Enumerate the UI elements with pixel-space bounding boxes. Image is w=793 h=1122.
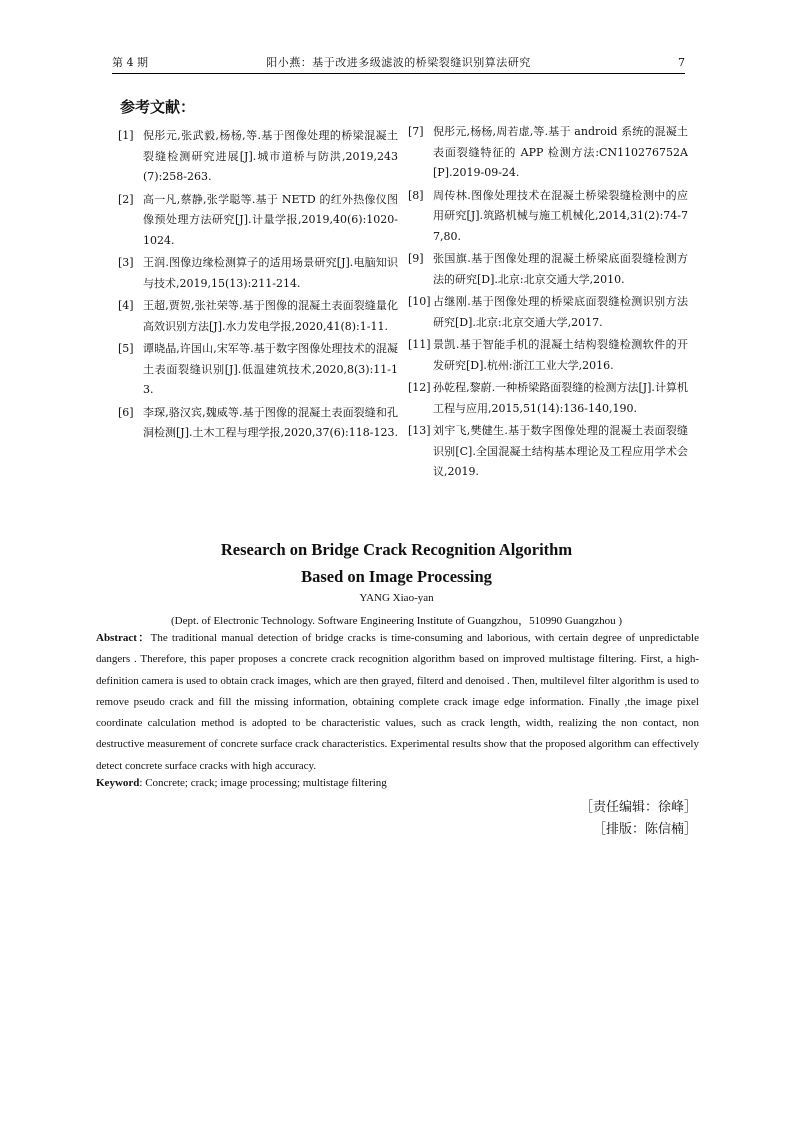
english-title-line2: Based on Image Processing — [301, 567, 492, 586]
reference-text: 周传林.图像处理技术在混凝土桥梁裂缝检测中的应用研究[J].筑路机械与施工机械化,2014,31(2):74-77,80. — [433, 188, 688, 243]
reference-number: [3] — [118, 256, 134, 269]
reference-item — [408, 122, 688, 184]
reference-item — [118, 403, 398, 444]
reference-item — [118, 190, 398, 252]
reference-number: [6] — [118, 405, 134, 419]
reference-number: [4] — [118, 299, 134, 312]
reference-item — [408, 378, 688, 419]
reference-item — [408, 186, 688, 248]
page-header — [112, 53, 685, 74]
reference-text: 倪彤元,杨杨,周若虚,等.基于 android 系统的混凝土表面裂缝特征的 APP 检测方法:CN110276752A[P].2019-09-24. — [433, 125, 688, 179]
reference-text: 王润.图像边缘检测算子的适用场景研究[J].电脑知识与技术,2019,15(13):211-214. — [143, 256, 398, 290]
reference-item — [118, 253, 398, 294]
references-heading: 参考文献： — [120, 98, 196, 116]
reference-number: [5] — [118, 342, 134, 355]
english-abstract — [96, 628, 699, 777]
reference-item — [118, 339, 398, 401]
reference-text: 李琛,骆汉宾,魏威等.基于图像的混凝土表面裂缝和孔洞检测[J].土木工程与理学报,2020,37(6):118-123. — [143, 405, 398, 439]
references-left-column — [118, 126, 398, 446]
reference-number: [11] — [408, 338, 431, 351]
reference-text: 刘宇飞,樊健生.基于数字图像处理的混凝土表面裂缝识别[C].全国混凝土结构基本理论及工程应用学术会议,2019. — [433, 424, 688, 478]
english-title — [0, 536, 793, 590]
keyword-label: Keyword — [96, 777, 140, 789]
header-running-title: 阳小燕：基于改进多级滤波的桥梁裂缝识别算法研究 — [266, 56, 531, 69]
reference-text: 张国旗.基于图像处理的混凝土桥梁底面裂缝检测方法的研究[D].北京:北京交通大学,2010. — [433, 252, 688, 286]
layout-credit: ［排版：陈信楠］ — [592, 822, 697, 837]
reference-number: [9] — [408, 252, 424, 265]
reference-item — [118, 296, 398, 337]
reference-item — [408, 292, 688, 333]
reference-item — [408, 421, 688, 483]
abstract-text: The traditional manual detection of bridge cracks is time-consuming and laborious, with certain degree of unpredictable dangers . Therefore, this paper proposes a concrete crack recognition algorithm based on improved multistage filtering. First, a high-definition camera is used to obtain crack images, which are then grayed, filterd and denoised . Then, multilevel filter algorithm is used to remove pseudo crack and fill the missing information, obtaining complete crack image edge information. Finally ,the image pixel coordinate calculation method is adopted to be characteristic values, such as crack length, width, realizing the non contact, non destructive measurement of concrete surface crack characteristics. Experimental results show that the proposed algorithm can effectively detect concrete surface cracks with high accuracy. — [96, 632, 699, 772]
reference-number: [13] — [408, 424, 431, 437]
reference-text: 孙乾程,黎蔚.一种桥梁路面裂缝的检测方法[J].计算机工程与应用,2015,51(14):136-140,190. — [433, 381, 688, 415]
reference-item — [408, 249, 688, 290]
reference-text: 景凯.基于智能手机的混凝土结构裂缝检测软件的开发研究[D].杭州:浙江工业大学,2016. — [433, 338, 688, 372]
reference-text: 王超,贾贺,张社荣等.基于图像的混凝土表面裂缝量化高效识别方法[J].水力发电学报,2020,41(8):1-11. — [143, 299, 398, 333]
reference-number: [1] — [118, 129, 134, 142]
abstract-label: Abstract： — [96, 632, 151, 644]
reference-item — [408, 335, 688, 376]
reference-number: [7] — [408, 125, 424, 138]
keyword-text: : Concrete; crack; image processing; multistage filtering — [139, 777, 387, 789]
editor-credit: ［责任编辑：徐峰］ — [579, 800, 697, 815]
header-page-number: 7 — [678, 56, 685, 69]
reference-number: [2] — [118, 192, 134, 206]
reference-text: 占继刚.基于图像处理的桥梁底面裂缝检测识别方法研究[D].北京:北京交通大学,2017. — [433, 295, 688, 329]
reference-text: 高一凡,蔡静,张学聪等.基于 NETD 的红外热像仪图像预处理方法研究[J].计量学报,2019,40(6):1020-1024. — [143, 192, 398, 247]
english-author: YANG Xiao-yan — [359, 592, 434, 604]
english-title-line1: Research on Bridge Crack Recognition Algorithm — [220, 540, 573, 559]
reference-text: 倪彤元,张武毅,杨杨,等.基于图像处理的桥梁混凝土裂缝检测研究进展[J].城市道桥与防洪,2019,243(7):258-263. — [143, 129, 398, 183]
reference-number: [10] — [408, 295, 431, 308]
references-right-column — [408, 122, 688, 485]
reference-item — [118, 126, 398, 188]
reference-number: [12] — [408, 381, 431, 394]
header-issue: 第 4 期 — [112, 56, 148, 69]
english-keywords — [96, 773, 699, 793]
english-affiliation: (Dept. of Electronic Technology. Software Engineering Institute of Guangzhou，510990 Guangzhou ) — [170, 615, 623, 627]
reference-text: 谭晓晶,许国山,宋军等.基于数字图像处理技术的混凝土表面裂缝识别[J].低温建筑技术,2020,8(3):11-13. — [143, 342, 398, 396]
reference-number: [8] — [408, 188, 424, 202]
